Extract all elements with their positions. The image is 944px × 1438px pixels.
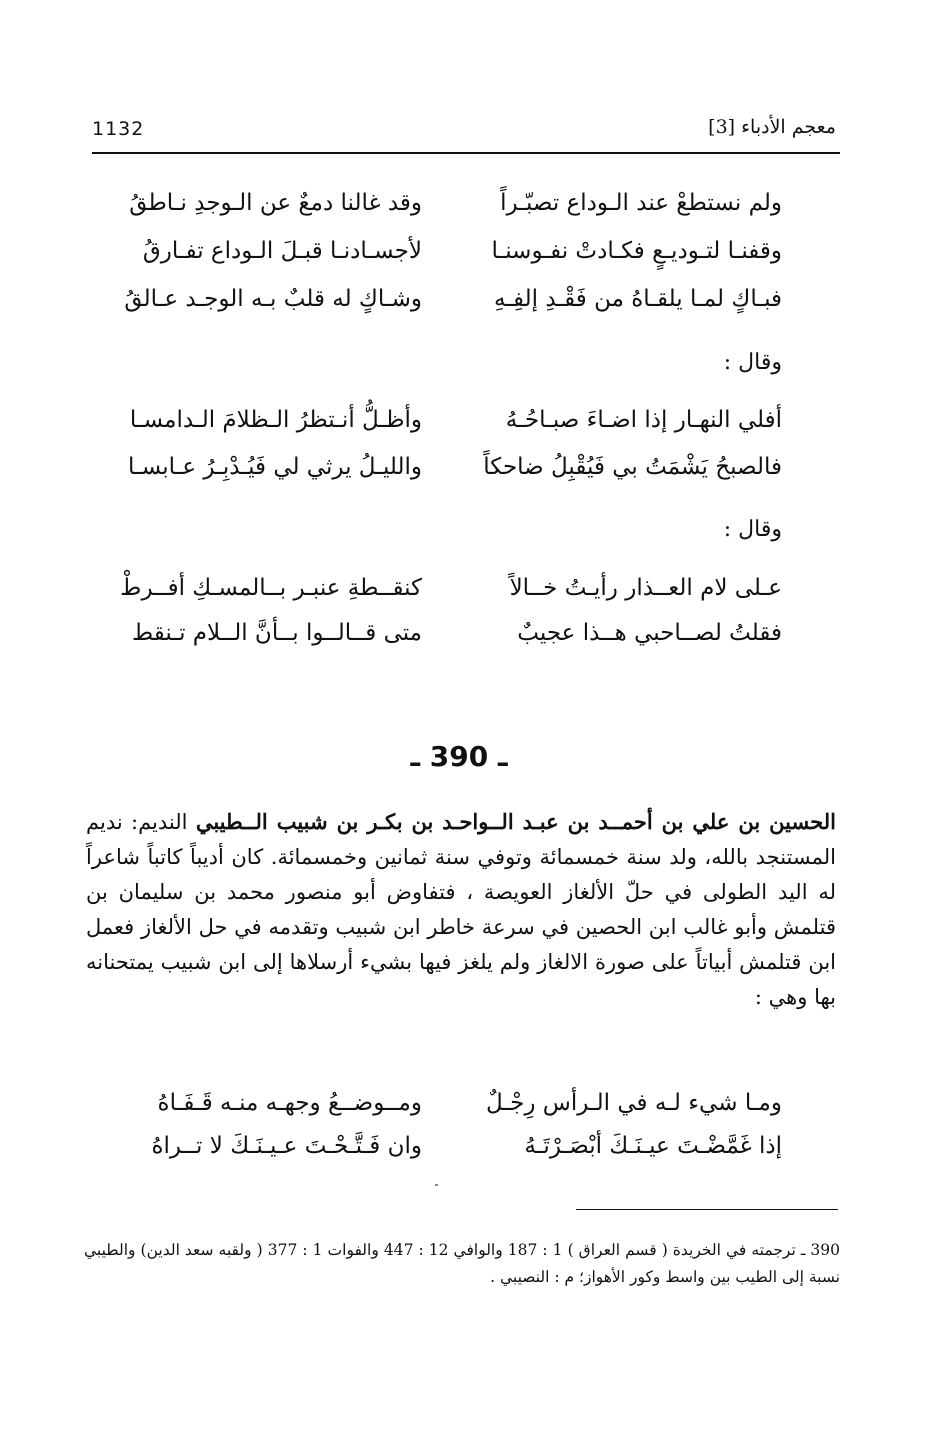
verse-2-1-first-hemistich: أفلي النهـار إذا اضـاءَ صبـاحُـهُ [505, 407, 782, 433]
verse-3-2-first-hemistich: فقلتُ لصــاحبي هــذا عجيبٌ [517, 620, 782, 646]
running-head-title: معجم الأدباء [3] [708, 116, 836, 138]
verse-4-1-second-hemistich: ومــوضــعُ وجهـه منـه قَـفَـاهُ [157, 1090, 422, 1116]
verse-1-2-first-hemistich: وقفنـا لتـوديـعٍ فكـادتْ نفـوسنـا [491, 238, 782, 264]
verse-3-1-second-hemistich: كنقــطةِ عنبـر بــالمسـكِ أفــرطْ [120, 575, 422, 601]
verse-4-2-first-hemistich: إذا غَمَّضْـتَ عيـنَـكَ أبْصَـرْتَـهُ [524, 1133, 782, 1159]
verse-2-1-second-hemistich: وأظـلُّ أنـتظرُ الـظلامَ الـدامسـا [129, 407, 422, 433]
verse-3-1-first-hemistich: عـلى لام العــذار رأيـتُ خــالاً [509, 575, 782, 601]
verse-2-2-first-hemistich: فالصبحُ يَشْمَتُ بي فَيُقْبِلُ ضاحكاً [483, 454, 782, 480]
verse-4-1-first-hemistich: ومـا شيء لـه في الـرأس رِجْـلٌ [485, 1090, 782, 1116]
biography-subject-name: الحسين بن علي بن أحمــد بن عبـد الــواحـد بن بكـر بن شبيب الــطيبي [195, 809, 836, 834]
verse-3-2-second-hemistich: متى قــالــوا بــأنَّ الــلام تـنقط [131, 620, 422, 646]
verse-1-2-second-hemistich: لأجسـادنـا قبـلَ الـوداع تفـارقُ [142, 238, 422, 264]
verse-2-2-second-hemistich: والليـلُ يرثي لي فَيُـدْبِـرُ عـابسـا [127, 454, 422, 480]
biography-paragraph [86, 804, 836, 1015]
verse-1-1-first-hemistich: ولم نستطعْ عند الـوداع تصبّـراً [500, 190, 782, 216]
said-label-2: وقال : [723, 517, 782, 542]
footnote-divider [576, 1209, 838, 1210]
footnote: 390 ـ ترجمته في الخريدة ( قسم العراق ) 1 : 187 والوافي 12 : 447 والفوات 1 : 377 ( ولقبه سعد الدين) والطيبي نسبة إلى الطيب بين واسط وكور الأهواز؛ م : النصيبي . [84, 1241, 840, 1286]
verse-1-3-second-hemistich: وشـاكٍ له قلبٌ بـه الوجـد عـالقُ [124, 286, 422, 312]
page-number: 1132 [92, 118, 145, 140]
header-divider [92, 152, 840, 154]
print-speck [435, 1184, 438, 1186]
verse-1-3-first-hemistich: فبـاكٍ لمـا يلقـاهُ من فَقْـدِ إلفِـهِ [493, 286, 782, 312]
biography-text: النديم: نديم المستنجد بالله، ولد سنة خمسمائة وتوفي سنة ثمانين وخمسمائة. كان أديباً كاتباً شاعراً له اليد الطولى في حلّ الألغاز العويصة ، فتفاوض أبو منصور محمد بن سليمان بن قتلمش وأبو غالب ابن الحصين في سرعة خاطر ابن شبيب وتقدمه في حل الألغاز فعمل ابن قتلمش أبياتاً على صورة الالغاز ولم يلغز فيها بشيء أرسلاها إلى ابن شبيب يمتحنانه بها وهي : [86, 810, 836, 1009]
verse-4-2-second-hemistich: وان فَـتَّـحْـتَ عـيـنَـكَ لا تــراهُ [151, 1133, 422, 1159]
verse-1-1-second-hemistich: وقد غالنا دمعٌ عن الـوجدِ نـاطقُ [129, 190, 422, 216]
said-label-1: وقال : [723, 350, 782, 375]
entry-number: ـ 390 ـ [410, 740, 508, 773]
